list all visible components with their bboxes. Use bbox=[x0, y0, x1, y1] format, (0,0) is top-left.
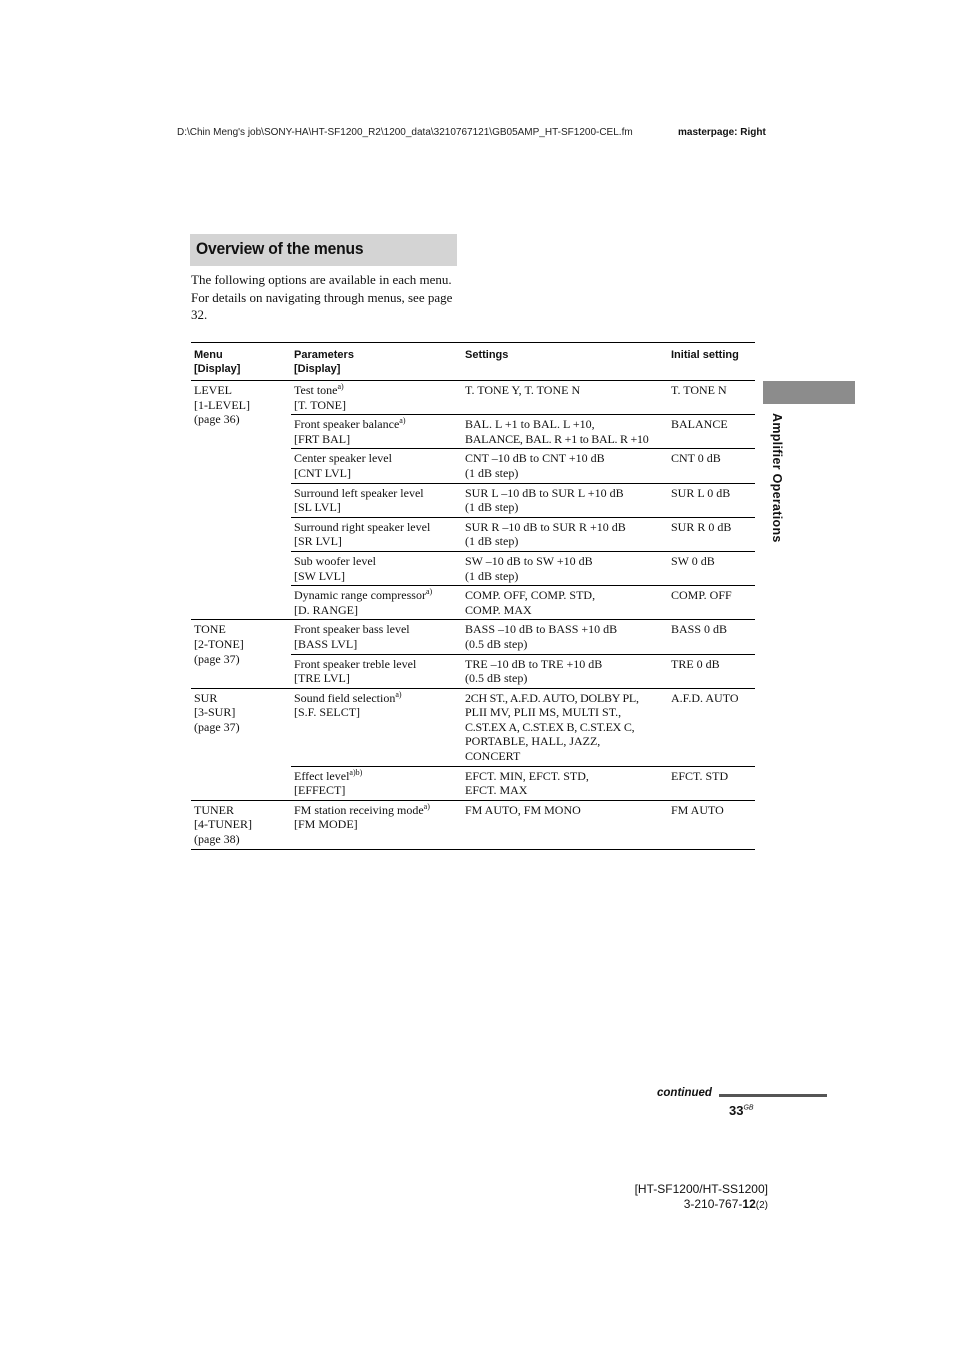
menu-cell bbox=[191, 620, 291, 688]
page-number bbox=[729, 1103, 754, 1118]
menu-line: TONE bbox=[194, 622, 226, 637]
parameter-cell bbox=[291, 517, 462, 551]
settings-line: PLII MV, PLII MS, MULTI ST., bbox=[465, 705, 622, 720]
menu-line: SUR bbox=[194, 690, 218, 705]
model-block bbox=[635, 1182, 768, 1213]
part-number bbox=[635, 1197, 768, 1213]
initial-setting-cell: CNT 0 dB bbox=[668, 449, 755, 483]
parameter-display: [FM MODE] bbox=[294, 817, 358, 832]
page-number-value: 33 bbox=[729, 1103, 744, 1118]
parameter-cell bbox=[291, 688, 462, 766]
settings-line: CNT –10 dB to CNT +10 dB bbox=[465, 451, 605, 466]
parameter-cell bbox=[291, 586, 462, 620]
parameter-cell bbox=[291, 766, 462, 800]
initial-setting-cell: BASS 0 dB bbox=[668, 620, 755, 654]
file-path: D:\Chin Meng's job\SONY-HA\HT-SF1200_R2\1200_data\3210767121\GB05AMP_HT-SF1200-CEL.fm bbox=[177, 127, 633, 138]
parameter-name: Front speaker treble level bbox=[294, 656, 417, 671]
parameter-cell bbox=[291, 620, 462, 654]
settings-cell bbox=[462, 551, 668, 585]
settings-line: T. TONE Y, T. TONE N bbox=[465, 383, 581, 397]
header-parameters bbox=[291, 343, 462, 381]
parameter-name: Front speaker bass level bbox=[294, 622, 410, 637]
header-menu-line1: Menu bbox=[194, 349, 223, 361]
parameter-name-line bbox=[294, 691, 460, 706]
parameter-display: [SW LVL] bbox=[294, 568, 345, 583]
initial-setting-cell: COMP. OFF bbox=[668, 586, 755, 620]
menu-line: [3-SUR] bbox=[194, 705, 236, 720]
parameter-name: Effect level bbox=[294, 768, 350, 783]
settings-line: BASS –10 dB to BASS +10 dB bbox=[465, 622, 618, 637]
part-bold: 12 bbox=[742, 1197, 756, 1211]
parameter-name-line bbox=[294, 486, 460, 501]
header-initial: Initial setting bbox=[668, 343, 755, 381]
parameter-name: Sound field selection bbox=[294, 690, 396, 705]
page-number-suffix: GB bbox=[743, 1104, 754, 1112]
settings-line: CONCERT bbox=[465, 749, 521, 764]
table-row bbox=[191, 381, 755, 415]
menu-line: (page 37) bbox=[194, 719, 240, 734]
table-row bbox=[191, 620, 755, 654]
section-tab-marker bbox=[763, 381, 855, 404]
settings-cell bbox=[462, 586, 668, 620]
settings-line: (1 dB step) bbox=[465, 465, 519, 480]
header-param-line2: [Display] bbox=[294, 363, 341, 375]
settings-cell bbox=[462, 654, 668, 688]
intro-paragraph: The following options are available in each menu. For details on navigating through menus, see page 32. bbox=[191, 272, 453, 322]
settings-line: FM AUTO, FM MONO bbox=[465, 802, 581, 817]
footnote-marker: a) bbox=[337, 382, 344, 391]
parameter-name-line bbox=[294, 803, 460, 818]
parameter-name-line bbox=[294, 588, 460, 603]
menu-line: (page 37) bbox=[194, 651, 240, 666]
settings-cell bbox=[462, 415, 668, 449]
table-row bbox=[191, 688, 755, 766]
parameter-name: Surround right speaker level bbox=[294, 519, 431, 534]
parameter-name: Center speaker level bbox=[294, 451, 392, 466]
settings-line: (0.5 dB step) bbox=[465, 671, 528, 686]
settings-line: COMP. OFF, COMP. STD, bbox=[465, 588, 596, 603]
part-prefix: 3-210-767- bbox=[683, 1197, 743, 1211]
parameter-name-line bbox=[294, 451, 460, 466]
parameter-cell bbox=[291, 415, 462, 449]
initial-setting-cell: BALANCE bbox=[668, 415, 755, 449]
side-section-label: Amplifier Operations bbox=[770, 413, 784, 543]
settings-line: TRE –10 dB to TRE +10 dB bbox=[465, 656, 603, 671]
settings-cell bbox=[462, 800, 668, 849]
parameter-name-line bbox=[294, 417, 460, 432]
settings-line: (1 dB step) bbox=[465, 534, 519, 549]
settings-cell bbox=[462, 483, 668, 517]
header-settings: Settings bbox=[462, 343, 668, 381]
settings-line: SUR L –10 dB to SUR L +10 dB bbox=[465, 485, 624, 500]
parameter-cell bbox=[291, 381, 462, 415]
initial-setting-cell: SUR R 0 dB bbox=[668, 517, 755, 551]
settings-cell bbox=[462, 620, 668, 654]
parameter-name-line bbox=[294, 520, 460, 535]
menu-line: TUNER bbox=[194, 802, 234, 817]
settings-line: SUR R –10 dB to SUR R +10 dB bbox=[465, 519, 626, 534]
initial-setting-cell: SUR L 0 dB bbox=[668, 483, 755, 517]
initial-setting-cell: TRE 0 dB bbox=[668, 654, 755, 688]
parameter-name: Dynamic range compressor bbox=[294, 588, 426, 603]
parameter-display: [TRE LVL] bbox=[294, 671, 350, 686]
settings-line: SW –10 dB to SW +10 dB bbox=[465, 553, 593, 568]
settings-cell bbox=[462, 688, 668, 766]
table-body bbox=[191, 381, 755, 850]
parameter-name: Front speaker balance bbox=[294, 417, 400, 432]
settings-cell bbox=[462, 517, 668, 551]
parameter-name: Sub woofer level bbox=[294, 553, 376, 568]
parameter-display: [S.F. SELCT] bbox=[294, 705, 361, 720]
initial-setting-cell: SW 0 dB bbox=[668, 551, 755, 585]
menu-cell bbox=[191, 688, 291, 800]
part-suffix: (2) bbox=[755, 1200, 768, 1211]
settings-line: COMP. MAX bbox=[465, 602, 532, 617]
continued-rule bbox=[719, 1094, 827, 1097]
parameter-name: FM station receiving mode bbox=[294, 802, 424, 817]
parameter-name-line bbox=[294, 622, 460, 637]
footnote-marker: a) bbox=[425, 587, 433, 597]
parameter-display: [D. RANGE] bbox=[294, 602, 358, 617]
settings-line: PORTABLE, HALL, JAZZ, bbox=[465, 734, 601, 749]
footnote-marker: a) bbox=[423, 801, 430, 811]
settings-line: (0.5 dB step) bbox=[465, 636, 528, 651]
parameter-name-line bbox=[294, 657, 460, 672]
footnote-marker: a) bbox=[399, 416, 406, 426]
footnote-marker: a)b) bbox=[349, 767, 363, 777]
menu-table bbox=[191, 342, 755, 850]
section-heading bbox=[190, 234, 457, 266]
menu-line: [4-TUNER] bbox=[194, 817, 252, 832]
settings-line: C.ST.EX A, C.ST.EX B, C.ST.EX C, bbox=[465, 719, 635, 734]
footnote-marker: a) bbox=[395, 689, 402, 699]
parameter-name: Test tone bbox=[294, 383, 338, 397]
parameter-cell bbox=[291, 449, 462, 483]
section-title: Overview of the menus bbox=[196, 239, 364, 258]
parameter-cell bbox=[291, 551, 462, 585]
settings-line: BALANCE, BAL. R +1 to BAL. R +10 bbox=[465, 431, 649, 446]
initial-setting-cell: EFCT. STD bbox=[668, 766, 755, 800]
parameter-cell bbox=[291, 654, 462, 688]
menu-line: [2-TONE] bbox=[194, 636, 244, 651]
parameter-display: [SL LVL] bbox=[294, 500, 341, 515]
settings-line: EFCT. MAX bbox=[465, 783, 528, 798]
parameter-display: [CNT LVL] bbox=[294, 465, 351, 480]
menu-line: LEVEL bbox=[194, 383, 232, 397]
initial-setting-cell: A.F.D. AUTO bbox=[668, 688, 755, 766]
menu-line: (page 36) bbox=[194, 412, 240, 427]
parameter-display: [FRT BAL] bbox=[294, 431, 351, 446]
parameter-display: [T. TONE] bbox=[294, 397, 346, 412]
initial-setting-cell: FM AUTO bbox=[668, 800, 755, 849]
header-menu-line2: [Display] bbox=[194, 363, 241, 375]
header-menu bbox=[191, 343, 291, 381]
parameter-name: Surround left speaker level bbox=[294, 485, 424, 500]
settings-line: EFCT. MIN, EFCT. STD, bbox=[465, 768, 589, 783]
model-name: [HT-SF1200/HT-SS1200] bbox=[634, 1182, 768, 1196]
parameter-name-line bbox=[294, 383, 460, 398]
menu-cell bbox=[191, 800, 291, 849]
initial-setting-cell: T. TONE N bbox=[668, 381, 755, 415]
parameter-name-line bbox=[294, 554, 460, 569]
parameter-display: [BASS LVL] bbox=[294, 636, 358, 651]
parameter-name-line bbox=[294, 769, 460, 784]
settings-cell bbox=[462, 381, 668, 415]
settings-cell bbox=[462, 766, 668, 800]
parameter-display: [EFFECT] bbox=[294, 783, 346, 798]
menu-cell bbox=[191, 381, 291, 620]
parameter-cell bbox=[291, 800, 462, 849]
header-param-line1: Parameters bbox=[294, 349, 354, 361]
masterpage-label: masterpage: Right bbox=[678, 127, 766, 138]
continued-label: continued bbox=[657, 1087, 712, 1099]
menu-line: (page 38) bbox=[194, 832, 240, 847]
settings-line: (1 dB step) bbox=[465, 500, 519, 515]
settings-line: 2CH ST., A.F.D. AUTO, DOLBY PL, bbox=[465, 690, 639, 705]
parameter-display: [SR LVL] bbox=[294, 534, 342, 549]
parameter-cell bbox=[291, 483, 462, 517]
table-row bbox=[191, 800, 755, 849]
settings-line: BAL. L +1 to BAL. L +10, bbox=[465, 417, 595, 432]
menu-line: [1-LEVEL] bbox=[194, 397, 250, 412]
settings-cell bbox=[462, 449, 668, 483]
table-header-row bbox=[191, 343, 755, 381]
settings-line: (1 dB step) bbox=[465, 568, 519, 583]
